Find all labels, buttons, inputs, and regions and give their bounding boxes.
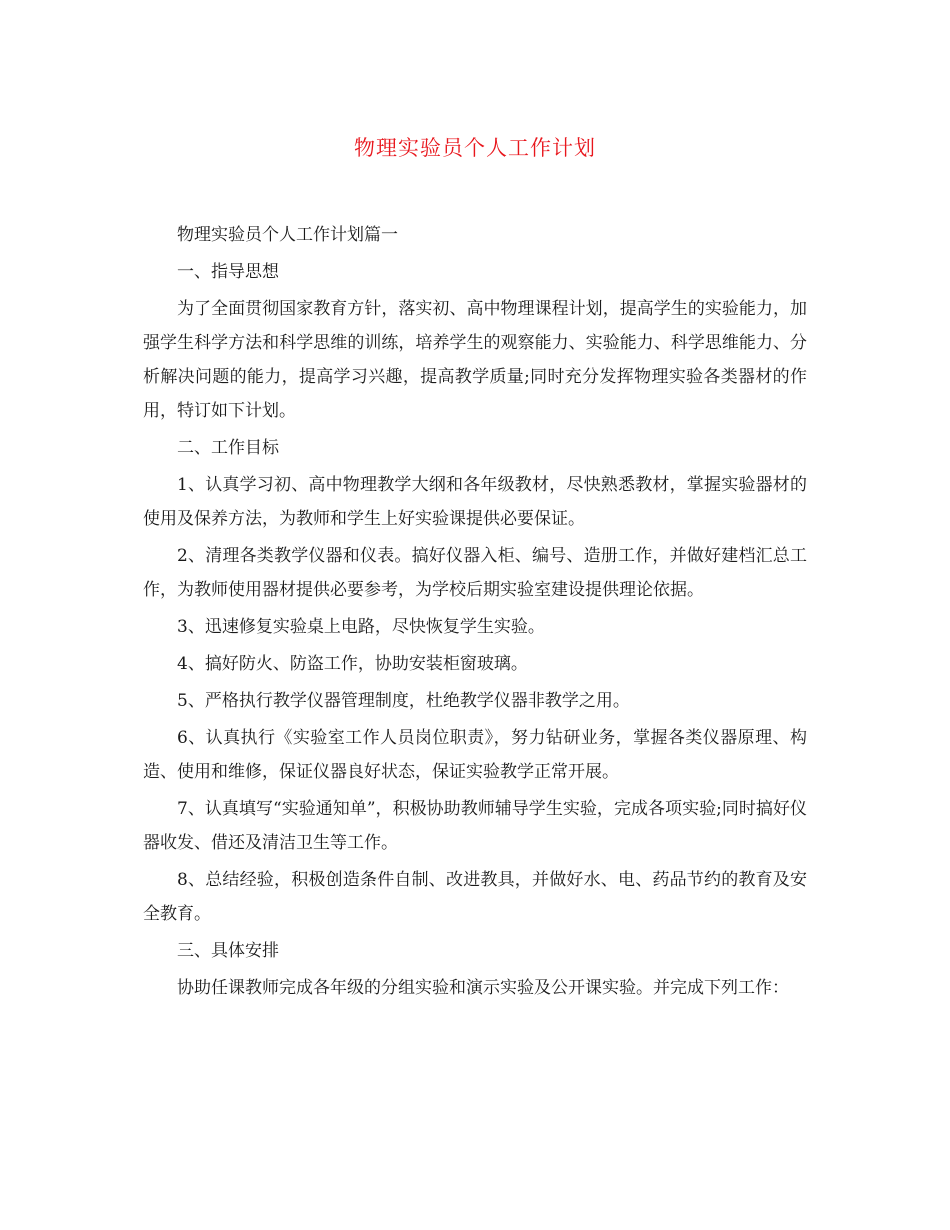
body-paragraph: 为了全面贯彻国家教育方针，落实初、高中物理课程计划，提高学生的实验能力，加强学生科学方法和科学思维的训练，培养学生的观察能力、实验能力、科学思维能力、分析解决问题的能力，提高学习兴趣，提高教学质量;同时充分发挥物理实验各类器材的作用，特订如下计划。 bbox=[143, 299, 807, 421]
list-item: 8、总结经验，积极创造条件自制、改进教具，并做好水、电、药品节约的教育及安全教育。 bbox=[143, 870, 807, 924]
list-item: 2、清理各类教学仪器和仪表。搞好仪器入柜、编号、造册工作，并做好建档汇总工作，为教师使用器材提供必要参考，为学校后期实验室建设提供理论依据。 bbox=[143, 546, 807, 600]
list-item: 4、搞好防火、防盗工作，协助安装柜窗玻璃。 bbox=[177, 654, 528, 674]
section-heading-work-goals: 二、工作目标 bbox=[177, 438, 279, 458]
document-title: 物理实验员个人工作计划 bbox=[354, 136, 596, 160]
list-item: 3、迅速修复实验桌上电路，尽快恢复学生实验。 bbox=[177, 617, 545, 637]
list-item: 5、严格执行教学仪器管理制度，杜绝教学仪器非教学之用。 bbox=[177, 691, 630, 711]
document-body bbox=[143, 218, 807, 1008]
list-item: 1、认真学习初、高中物理教学大纲和各年级教材，尽快熟悉教材，掌握实验器材的使用及保养方法，为教师和学生上好实验课提供必要保证。 bbox=[143, 475, 807, 529]
list-item: 7、认真填写“实验通知单”，积极协助教师辅导学生实验，完成各项实验;同时搞好仪器收发、借还及清洁卫生等工作。 bbox=[143, 799, 807, 853]
section-heading-specific-arrangements: 三、具体安排 bbox=[177, 941, 279, 961]
section-heading-guiding-ideology: 一、指导思想 bbox=[177, 262, 279, 282]
list-item: 6、认真执行《实验室工作人员岗位职责》，努力钻研业务，掌握各类仪器原理、构造、使用和维修，保证仪器良好状态，保证实验教学正常开展。 bbox=[143, 728, 807, 782]
body-paragraph: 协助任课教师完成各年级的分组实验和演示实验及公开课实验。并完成下列工作： bbox=[177, 978, 789, 998]
subtitle-paragraph: 物理实验员个人工作计划篇一 bbox=[177, 225, 398, 245]
